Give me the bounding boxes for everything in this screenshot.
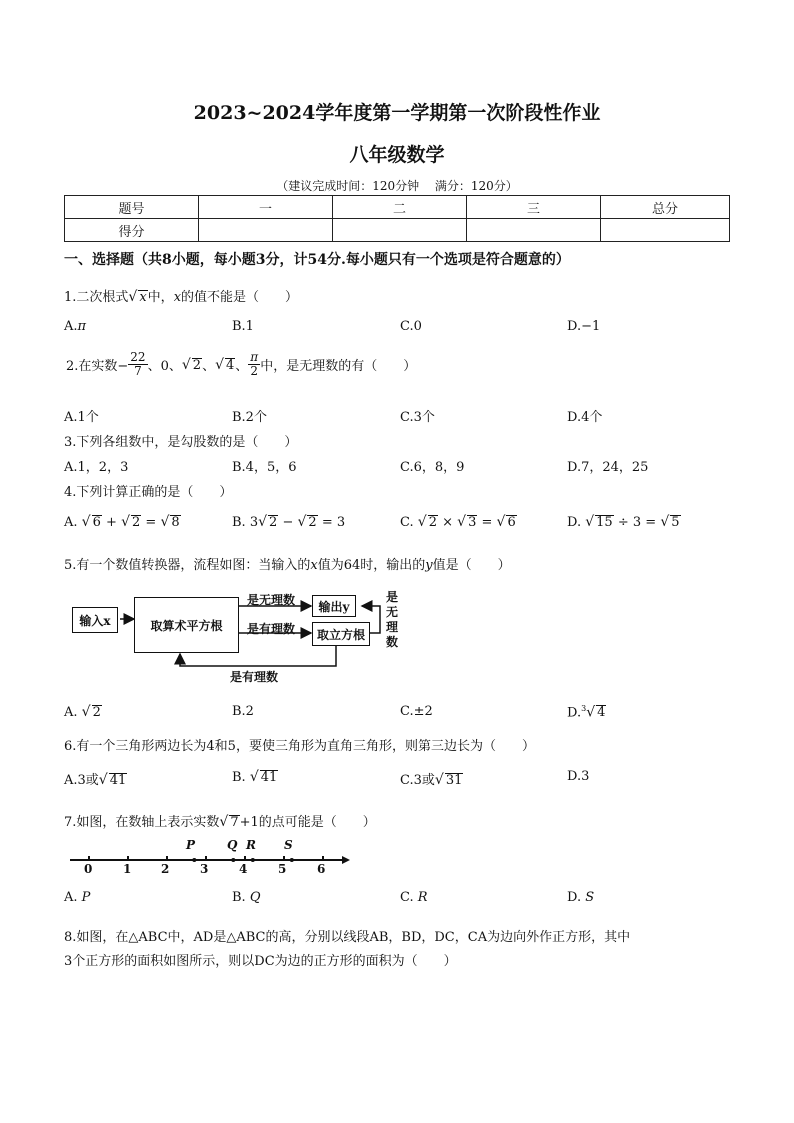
- question-5: 5.有一个数值转换器，流程如图：当输入的x值为64时，输出的y值是（ ）: [64, 558, 511, 573]
- q7-option-a: A. P: [64, 890, 91, 905]
- tick-label: 1: [123, 862, 132, 876]
- point-marker: [192, 858, 196, 862]
- question-2: 2.在实数− $\frac{22}{7}$ 、0、 √ 2 、 √ 4 、 $\frac{\pi}{2}$ 中，是无理数的有（ ）: [66, 350, 417, 378]
- flow-label-rational: 是有理数: [247, 622, 296, 636]
- tick-label: 6: [317, 862, 326, 876]
- table-cell: 题号: [65, 196, 199, 219]
- q1-option-d: D.−1: [567, 319, 601, 334]
- table-cell: 二: [333, 196, 467, 219]
- q2-option-a: A.1个: [64, 410, 99, 425]
- tick-label: 3: [200, 862, 209, 876]
- flow-label-irrational: 是无理数: [247, 593, 296, 607]
- table-cell: [601, 219, 730, 242]
- question-8-line-1: 8.如图，在△ABC中，AD是△ABC的高，分别以线段AB，BD，DC，CA为边向外作正方形，其中: [64, 930, 631, 945]
- q1-option-a: A.π: [64, 319, 87, 334]
- subject-title: 八年级数学: [349, 144, 445, 166]
- flow-input-box: 输入x: [72, 607, 118, 633]
- table-cell: 一: [199, 196, 333, 219]
- tick-label: 5: [278, 862, 287, 876]
- q5-option-d: D.$^3$√ 4: [567, 704, 606, 721]
- q6-option-a: A.3或√ 41: [64, 772, 127, 788]
- question-7: 7.如图，在数轴上表示实数√ 7+1的点可能是（ ）: [64, 814, 376, 830]
- q6-option-d: D.3: [567, 769, 590, 784]
- flow-sqrt-box: 取算术平方根: [134, 597, 239, 653]
- table-cell: [467, 219, 601, 242]
- question-6: 6.有一个三角形两边长为4和5，要使三角形为直角三角形，则第三边长为（ ）: [64, 739, 535, 754]
- score-table: [64, 195, 730, 242]
- q1-option-c: C.0: [400, 319, 422, 334]
- tick-label: 2: [161, 862, 170, 876]
- question-4: 4.下列计算正确的是（ ）: [64, 485, 233, 500]
- flow-output-box: 输出y: [312, 595, 356, 617]
- point-marker: [231, 858, 235, 862]
- point-label-r: R: [246, 838, 256, 852]
- q5-option-b: B.2: [232, 704, 254, 719]
- q4-option-d: D. √ 15 ÷ 3 = √ 5: [567, 514, 680, 530]
- q3-option-c: C.6，8，9: [400, 460, 465, 475]
- point-marker: [251, 858, 255, 862]
- q7-option-d: D. S: [567, 890, 595, 905]
- q2-option-d: D.4个: [567, 410, 603, 425]
- table-cell: [199, 219, 333, 242]
- section-heading: 一、选择题（共8小题，每小题3分，计54分.每小题只有一个选项是符合题意的）: [64, 252, 570, 268]
- q2-option-c: C.3个: [400, 410, 435, 425]
- q4-option-b: B. 3√ 2 − √ 2 = 3: [232, 514, 346, 530]
- table-cell: 得分: [65, 219, 199, 242]
- q6-option-c: C.3或√ 31: [400, 772, 463, 788]
- point-label-q: Q: [227, 838, 238, 852]
- question-8-line-2: 3个正方形的面积如图所示，则以DC为边的正方形的面积为（ ）: [64, 954, 457, 969]
- flow-cube-box: 取立方根: [312, 622, 370, 646]
- q5-option-c: C.±2: [400, 704, 433, 719]
- flow-label-bottom: 是有理数: [230, 670, 279, 684]
- table-cell: [333, 219, 467, 242]
- q2-option-b: B.2个: [232, 410, 267, 425]
- q4-option-a: A. √ 6 + √ 2 = √ 8: [64, 514, 180, 530]
- tick-label: 0: [84, 862, 93, 876]
- q6-option-b: B. √ 41: [232, 769, 278, 785]
- point-label-s: S: [284, 838, 293, 852]
- q7-option-b: B. Q: [232, 890, 261, 905]
- point-label-p: P: [186, 838, 196, 852]
- q3-option-d: D.7，24，25: [567, 460, 649, 475]
- table-cell: 三: [467, 196, 601, 219]
- number-line: [64, 842, 354, 882]
- exam-title: 2023~2024学年度第一学期第一次阶段性作业: [193, 102, 601, 124]
- q7-option-c: C. R: [400, 890, 428, 905]
- question-1: 1.二次根式√ x中，x的值不能是（ ）: [64, 289, 299, 305]
- q4-option-c: C. √ 2 × √ 3 = √ 6: [400, 514, 516, 530]
- axis-arrow: [342, 856, 350, 864]
- flow-label-not-irrational: 是无理数: [386, 590, 399, 649]
- q3-option-b: B.4，5，6: [232, 460, 297, 475]
- q5-option-a: A. √ 2: [64, 704, 101, 720]
- question-3: 3.下列各组数中，是勾股数的是（ ）: [64, 435, 298, 450]
- table-cell: 总分: [601, 196, 730, 219]
- time-note: （建议完成时间：120分钟 满分：120分）: [276, 179, 518, 193]
- table-row: [65, 196, 730, 219]
- point-marker: [290, 858, 294, 862]
- tick-label: 4: [239, 862, 248, 876]
- q1-option-b: B.1: [232, 319, 254, 334]
- table-row: [65, 219, 730, 242]
- q3-option-a: A.1，2，3: [64, 460, 129, 475]
